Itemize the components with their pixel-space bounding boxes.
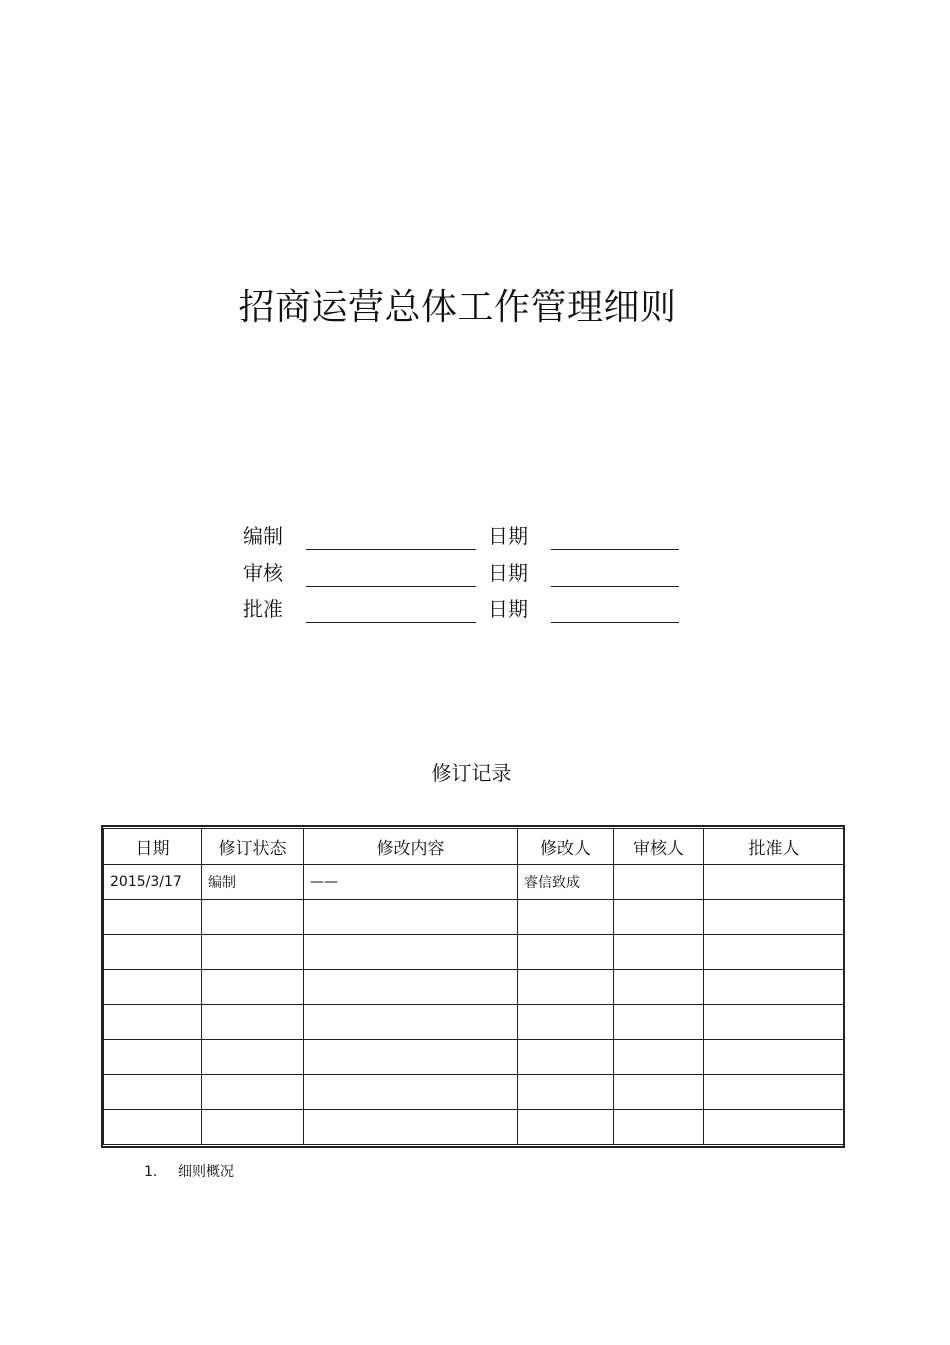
- cell-content: [304, 970, 518, 1005]
- section-number: 1.: [144, 1164, 158, 1180]
- cell-reviewer: [614, 1040, 704, 1075]
- cell-approver: [704, 970, 845, 1005]
- signoff-name-line: [306, 549, 476, 550]
- column-header-modifier: 修改人: [518, 829, 614, 865]
- cell-date: [104, 1075, 202, 1110]
- cell-reviewer: [614, 1005, 704, 1040]
- cell-modifier: [518, 970, 614, 1005]
- column-header-approver: 批准人: [704, 829, 845, 865]
- cell-approver: [704, 1005, 845, 1040]
- signoff-date-line: [551, 549, 679, 550]
- cell-approver: [704, 1110, 845, 1145]
- signoff-date-line: [551, 622, 679, 623]
- column-header-content: 修改内容: [304, 829, 518, 865]
- column-header-reviewer: 审核人: [614, 829, 704, 865]
- cell-approver: [704, 865, 845, 900]
- cell-status: [202, 900, 304, 935]
- cell-reviewer: [614, 935, 704, 970]
- table-row: [104, 900, 845, 935]
- cell-modifier: [518, 900, 614, 935]
- cell-date: [104, 900, 202, 935]
- cell-content: [304, 935, 518, 970]
- cell-status: 编制: [202, 865, 304, 900]
- signoff-name-line: [306, 586, 476, 587]
- cell-reviewer: [614, 970, 704, 1005]
- table-row: [104, 865, 845, 900]
- cell-content: [304, 1005, 518, 1040]
- cell-modifier: [518, 1040, 614, 1075]
- table-row: [104, 1040, 845, 1075]
- revision-table: [103, 828, 845, 1145]
- signoff-date-label: 日期: [488, 524, 528, 548]
- signoff-row-compile: [243, 522, 693, 552]
- signoff-date-label: 日期: [488, 597, 528, 621]
- cell-modifier: [518, 935, 614, 970]
- section-heading: [144, 1162, 234, 1182]
- signoff-row-review: [243, 559, 693, 589]
- cell-modifier: [518, 1110, 614, 1145]
- cell-date: [104, 935, 202, 970]
- document-title: 招商运营总体工作管理细则: [238, 287, 677, 328]
- table-row: [104, 1075, 845, 1110]
- cell-reviewer: [614, 1110, 704, 1145]
- table-row: [104, 970, 845, 1005]
- cell-status: [202, 935, 304, 970]
- cell-status: [202, 1040, 304, 1075]
- signoff-date-label: 日期: [488, 561, 528, 585]
- signoff-row-approve: [243, 595, 693, 625]
- signoff-role-label: 编制: [243, 524, 283, 548]
- cell-status: [202, 1005, 304, 1040]
- cell-reviewer: [614, 1075, 704, 1110]
- cell-content: [304, 1110, 518, 1145]
- cell-date: [104, 1040, 202, 1075]
- cell-modifier: [518, 1075, 614, 1110]
- revision-table-header-row: [104, 829, 845, 865]
- cell-status: [202, 970, 304, 1005]
- cell-approver: [704, 935, 845, 970]
- cell-date: [104, 970, 202, 1005]
- cell-modifier: 睿信致成: [518, 865, 614, 900]
- revision-record-title: 修订记录: [431, 761, 512, 785]
- cell-content: ——: [304, 865, 518, 900]
- cell-reviewer: [614, 900, 704, 935]
- cell-date: [104, 1110, 202, 1145]
- cell-reviewer: [614, 865, 704, 900]
- cell-status: [202, 1075, 304, 1110]
- cell-content: [304, 900, 518, 935]
- signoff-date-line: [551, 586, 679, 587]
- cell-modifier: [518, 1005, 614, 1040]
- cell-approver: [704, 1075, 845, 1110]
- section-title: 细则概况: [178, 1164, 234, 1180]
- cell-approver: [704, 900, 845, 935]
- table-row: [104, 1005, 845, 1040]
- cell-approver: [704, 1040, 845, 1075]
- signoff-role-label: 批准: [243, 597, 283, 621]
- column-header-date: 日期: [104, 829, 202, 865]
- table-row: [104, 935, 845, 970]
- cell-date: 2015/3/17: [104, 865, 202, 900]
- signoff-name-line: [306, 622, 476, 623]
- table-row: [104, 1110, 845, 1145]
- cell-date: [104, 1005, 202, 1040]
- cell-content: [304, 1040, 518, 1075]
- cell-content: [304, 1075, 518, 1110]
- column-header-status: 修订状态: [202, 829, 304, 865]
- cell-status: [202, 1110, 304, 1145]
- signoff-role-label: 审核: [243, 561, 283, 585]
